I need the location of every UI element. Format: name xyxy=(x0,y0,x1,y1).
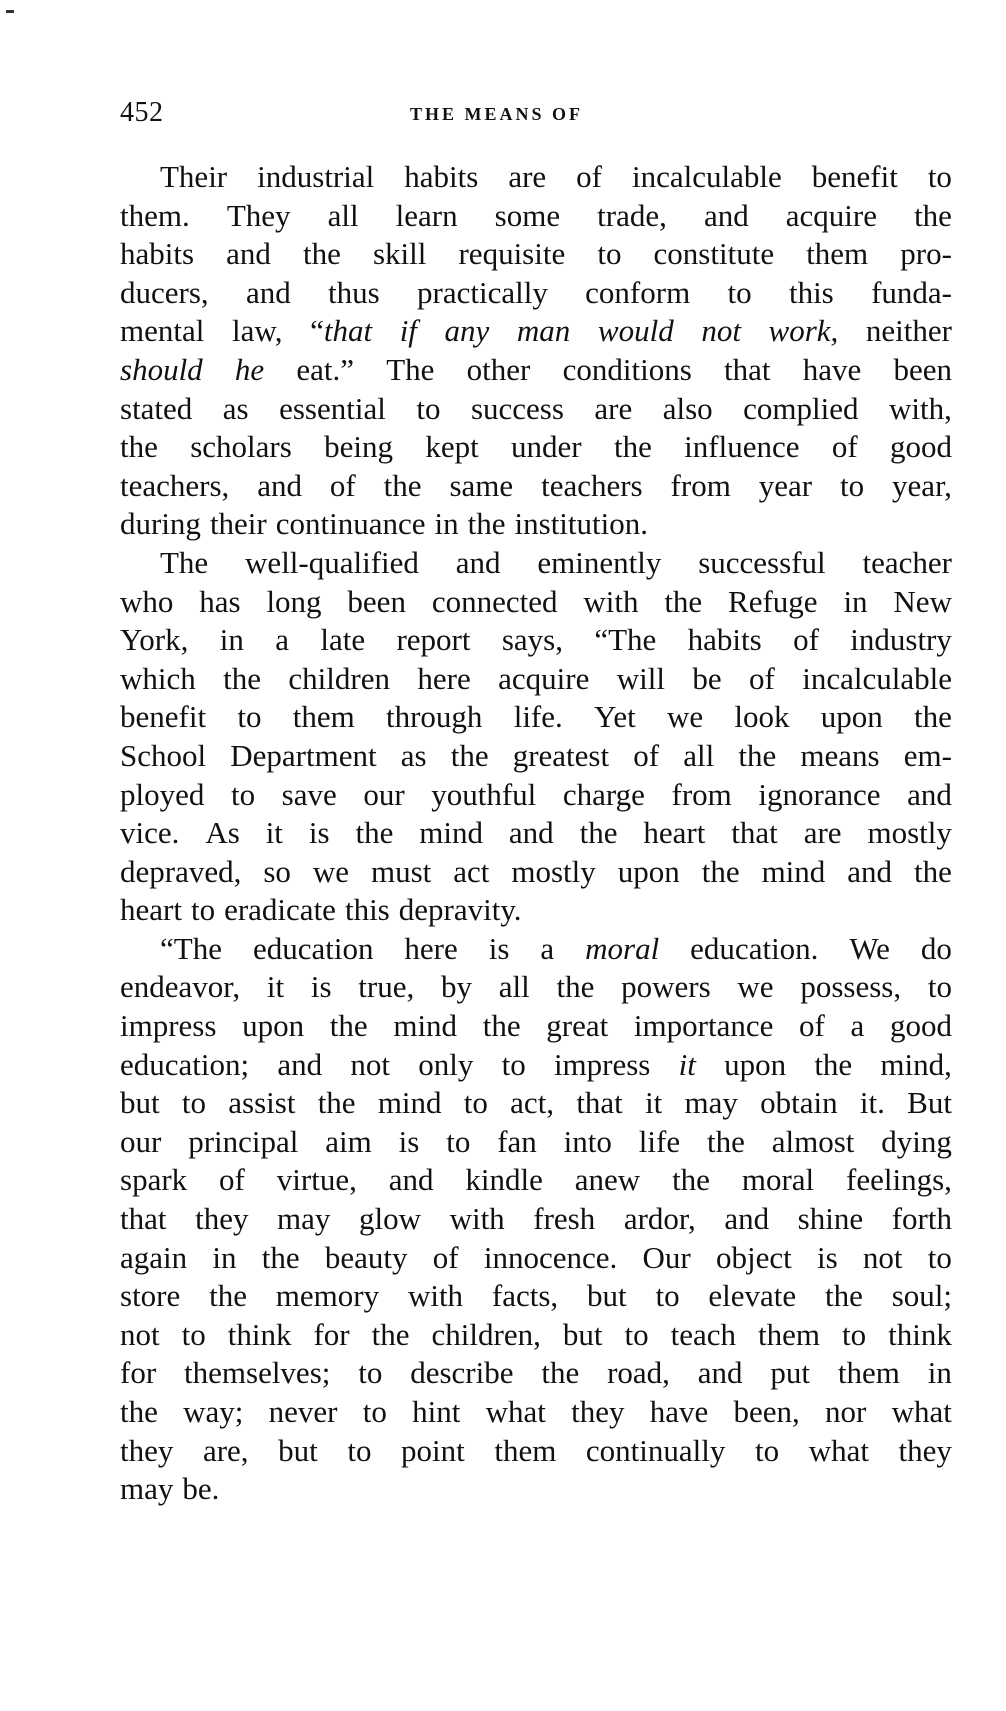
text-line: our principal aim is to fan into life the almost dying xyxy=(120,1123,952,1159)
text-line: endeavor, it is true, by all the powers we possess, to xyxy=(120,969,952,1005)
text-line: store the memory with facts, but to elevate the soul; xyxy=(120,1278,952,1314)
text-line: that they may glow with fresh ardor, and shine forth xyxy=(120,1201,952,1237)
text-line: the way; never to hint what they have been, nor what xyxy=(120,1394,952,1429)
running-head xyxy=(120,97,890,137)
text-line: education; and not only to impress it upon the mind, xyxy=(120,1046,952,1082)
text-line: they are, but to point them continually to what they xyxy=(120,1432,952,1468)
running-title: THE MEANS OF xyxy=(410,104,584,124)
text-line: not to think for the children, but to teach them to think xyxy=(120,1316,952,1352)
text-line: heart to eradicate this depravity. xyxy=(120,892,522,928)
text-line: mental law, “that if any man would not work, neither xyxy=(120,313,952,349)
text-line: Their industrial habits are of incalculable benefit to xyxy=(160,159,952,194)
text-line: for themselves; to describe the road, and put them in xyxy=(120,1355,952,1391)
text-line: should he eat.” The other conditions that have been xyxy=(120,351,952,387)
text-line: benefit to them through life. Yet we look upon the xyxy=(120,699,952,735)
text-line: may be. xyxy=(120,1471,220,1507)
text-line: ployed to save our youthful charge from ignorance and xyxy=(120,776,952,812)
text-line: habits and the skill requisite to constitute them pro- xyxy=(120,236,952,272)
text-line: again in the beauty of innocence. Our object is not to xyxy=(120,1239,952,1275)
text-line: York, in a late report says, “The habits of industry xyxy=(120,622,952,658)
text-line: during their continuance in the institution. xyxy=(120,506,649,542)
scan-artifact xyxy=(6,10,14,13)
text-line: The well-qualified and eminently successful teacher xyxy=(160,544,952,580)
text-line: ducers, and thus practically conform to this funda- xyxy=(120,274,952,310)
text-line: but to assist the mind to act, that it may obtain it. But xyxy=(120,1085,952,1121)
text-line: the scholars being kept under the influence of good xyxy=(120,429,952,465)
text-line: impress upon the mind the great importance of a good xyxy=(120,1008,952,1044)
text-line: School Department as the greatest of all the means em- xyxy=(120,737,952,773)
text-line: stated as essential to success are also complied with, xyxy=(120,390,952,426)
text-line: teachers, and of the same teachers from year to year, xyxy=(120,467,952,503)
text-line: “The education here is a moral education. We do xyxy=(160,930,952,966)
text-line: who has long been connected with the Refuge in New xyxy=(120,583,952,619)
page-number: 452 xyxy=(120,97,164,128)
text-line: which the children here acquire will be of incalculable xyxy=(120,660,952,696)
text-line: them. They all learn some trade, and acquire the xyxy=(120,197,952,233)
body-text xyxy=(120,158,952,1509)
text-line: depraved, so we must act mostly upon the mind and the xyxy=(120,853,952,889)
text-line: spark of virtue, and kindle anew the moral feelings, xyxy=(120,1162,952,1198)
text-line: vice. As it is the mind and the heart that are mostly xyxy=(120,815,952,851)
